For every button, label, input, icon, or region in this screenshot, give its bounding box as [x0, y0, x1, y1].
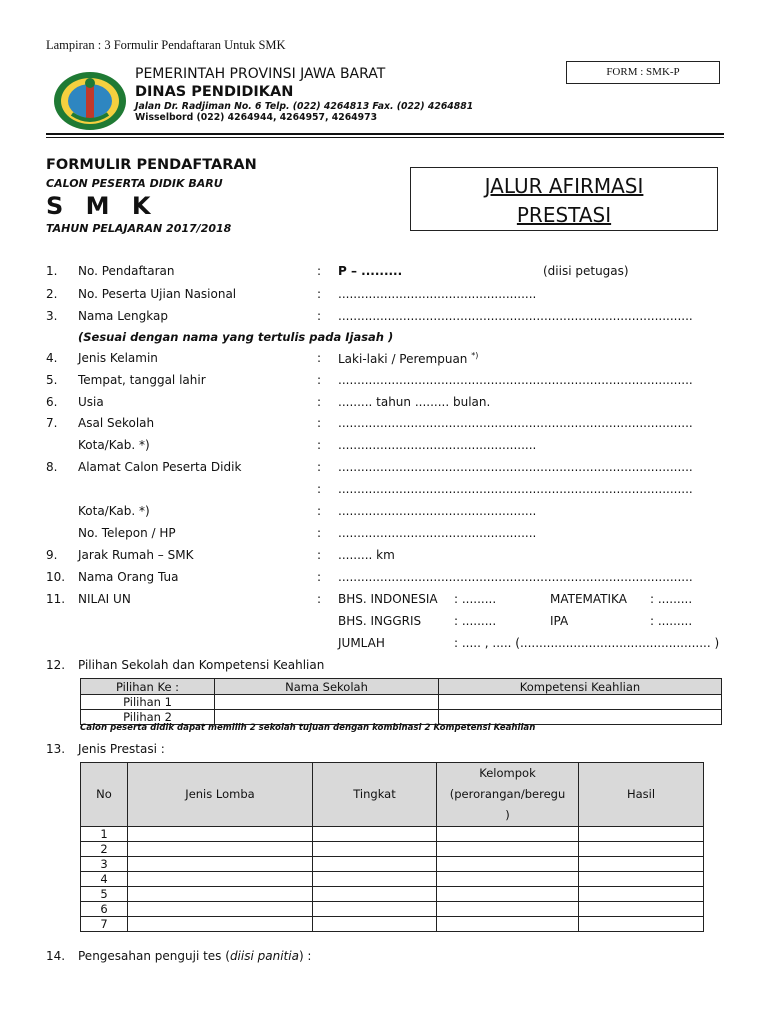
table13-cell[interactable]: [437, 887, 579, 902]
pengesahan-italic: diisi panitia: [229, 949, 299, 963]
address-line-2: Wisselbord (022) 4264944, 4264957, 4264973: [135, 112, 378, 123]
field-jarak-rumah[interactable]: ......... km: [338, 548, 395, 562]
jalur-box: [410, 167, 718, 231]
label-telepon: No. Telepon / HP: [78, 526, 176, 540]
table13-cell[interactable]: [313, 887, 437, 902]
label-ipa: IPA: [550, 614, 569, 628]
label-usia: Usia: [78, 395, 104, 409]
table13-cell[interactable]: [128, 872, 313, 887]
table-row: [81, 857, 704, 872]
label-nama-orang-tua: Nama Orang Tua: [78, 570, 179, 584]
label-jarak-rumah: Jarak Rumah – SMK: [78, 548, 194, 562]
school-type: S M K: [46, 192, 158, 220]
label-alamat: Alamat Calon Peserta Didik: [78, 460, 242, 474]
field-petugas-note: (diisi petugas): [543, 264, 629, 278]
table12-header-kompetensi: Kompetensi Keahlian: [439, 679, 722, 695]
table12-header-nama-sekolah: Nama Sekolah: [215, 679, 439, 695]
field-nama-orang-tua[interactable]: .............................................................................................: [338, 570, 693, 584]
label-kota-kab-sekolah: Kota/Kab. *): [78, 438, 150, 452]
table13-cell[interactable]: [437, 857, 579, 872]
jalur-line-1: JALUR AFIRMASI: [484, 174, 644, 198]
colon: :: [317, 395, 322, 409]
label-pengesahan: [78, 949, 311, 963]
label-nilai-un: NILAI UN: [78, 592, 131, 606]
label-no-pendaftaran: No. Pendaftaran: [78, 264, 175, 278]
pengesahan-text: Pengesahan penguji tes (: [78, 949, 230, 963]
label-bhs-inggris: BHS. INGGRIS: [338, 614, 422, 628]
label-asal-sekolah: Asal Sekolah: [78, 416, 155, 430]
field-ipa[interactable]: : .........: [650, 614, 693, 628]
field-alamat-2[interactable]: .............................................................................................: [338, 482, 693, 496]
field-jumlah[interactable]: : ..... , ..... (.................................................. ): [454, 636, 720, 650]
table12-pilihan-1: Pilihan 1: [81, 695, 215, 710]
table-row: [81, 842, 704, 857]
colon: :: [317, 548, 322, 562]
label-tempat-tanggal-lahir: Tempat, tanggal lahir: [78, 373, 206, 387]
table13-header-no: No: [81, 763, 128, 827]
colon: :: [317, 309, 322, 323]
label-jenis-prestasi: Jenis Prestasi :: [78, 742, 165, 756]
table13-cell[interactable]: [313, 872, 437, 887]
table13-header-hasil: Hasil: [579, 763, 704, 827]
num-6: 6.: [46, 395, 58, 409]
nama-note: (Sesuai dengan nama yang tertulis pada Ijasah ): [78, 330, 394, 344]
kelompok-line-3: ): [505, 808, 510, 822]
field-asal-sekolah[interactable]: .............................................................................................: [338, 416, 693, 430]
province-name: PEMERINTAH PROVINSI JAWA BARAT: [135, 66, 386, 82]
table13-cell[interactable]: [437, 917, 579, 932]
num-7: 7.: [46, 416, 58, 430]
header-rule-thin: [46, 137, 724, 138]
label-bhs-indonesia: BHS. INDONESIA: [338, 592, 438, 606]
footnote-mark: *): [471, 351, 479, 360]
num-2: 2.: [46, 287, 58, 301]
num-4: 4.: [46, 351, 58, 365]
num-1: 1.: [46, 264, 58, 278]
field-no-peserta-un[interactable]: ....................................................: [338, 287, 537, 301]
field-no-pendaftaran-value: P – .........: [338, 264, 403, 278]
form-subtitle: CALON PESERTA DIDIK BARU: [46, 177, 223, 190]
table-row: [81, 872, 704, 887]
table13-cell[interactable]: [579, 917, 704, 932]
office-name: DINAS PENDIDIKAN: [135, 84, 294, 100]
colon: :: [317, 264, 322, 278]
table13-cell[interactable]: [313, 902, 437, 917]
form-title: FORMULIR PENDAFTARAN: [46, 157, 257, 173]
colon: :: [317, 416, 322, 430]
label-matematika: MATEMATIKA: [550, 592, 627, 606]
table12-header-pilihan: Pilihan Ke :: [81, 679, 215, 695]
colon: :: [317, 482, 322, 496]
field-kota-kab-sekolah[interactable]: ....................................................: [338, 438, 537, 452]
num-5: 5.: [46, 373, 58, 387]
lampiran-label: Lampiran : 3 Formulir Pendaftaran Untuk SMK: [46, 38, 286, 52]
kelompok-line-2: (perorangan/beregu: [449, 787, 566, 801]
table13-cell[interactable]: [579, 842, 704, 857]
table13-row-no: 4: [81, 872, 128, 887]
table-row: [81, 917, 704, 932]
colon: :: [317, 592, 322, 606]
field-jenis-kelamin[interactable]: [338, 351, 478, 366]
field-tempat-tanggal-lahir[interactable]: .............................................................................................: [338, 373, 693, 387]
table12-cell-nama-sekolah-1[interactable]: [215, 695, 439, 710]
colon: :: [317, 351, 322, 365]
table13-cell[interactable]: [128, 842, 313, 857]
table13-row-no: 3: [81, 857, 128, 872]
label-nama-lengkap: Nama Lengkap: [78, 309, 168, 323]
num-9: 9.: [46, 548, 58, 562]
num-13: 13.: [46, 742, 66, 756]
table13-cell[interactable]: [437, 872, 579, 887]
field-telepon[interactable]: ....................................................: [338, 526, 537, 540]
field-bhs-inggris[interactable]: : .........: [454, 614, 497, 628]
label-no-peserta-un: No. Peserta Ujian Nasional: [78, 287, 237, 301]
field-no-pendaftaran[interactable]: [338, 264, 402, 278]
num-14: 14.: [46, 949, 66, 963]
label-jumlah: JUMLAH: [338, 636, 385, 650]
kelompok-line-1: Kelompok: [479, 766, 536, 780]
address-line-1: Jalan Dr. Radjiman No. 6 Telp. (022) 4264813 Fax. (022) 4264881: [135, 101, 474, 112]
table13-cell[interactable]: [437, 827, 579, 842]
table13-cell[interactable]: [313, 917, 437, 932]
jalur-line-2: PRESTASI: [516, 203, 612, 227]
num-8: 8.: [46, 460, 58, 474]
table13-row-no: 1: [81, 827, 128, 842]
table12-note: Calon peserta didik dapat memilih 2 sekolah tujuan dengan kombinasi 2 Kompetensi Keahlian: [80, 723, 536, 733]
table13-cell[interactable]: [313, 842, 437, 857]
table13-header-kelompok: [437, 763, 579, 827]
colon: :: [317, 460, 322, 474]
field-bhs-indonesia[interactable]: : .........: [454, 592, 497, 606]
table13-cell[interactable]: [437, 902, 579, 917]
field-kota-kab-alamat[interactable]: ....................................................: [338, 504, 537, 518]
table-row: [81, 902, 704, 917]
colon: :: [317, 287, 322, 301]
table13-row-no: 2: [81, 842, 128, 857]
table12-cell-kompetensi-1[interactable]: [439, 695, 722, 710]
table-row: [81, 827, 704, 842]
field-usia[interactable]: ......... tahun ......... bulan.: [338, 395, 491, 409]
table13-cell[interactable]: [128, 857, 313, 872]
form-code-box: FORM : SMK-P: [566, 61, 720, 84]
pengesahan-end: ) :: [298, 949, 312, 963]
label-pilihan-sekolah: Pilihan Sekolah dan Kompetensi Keahlian: [78, 658, 325, 672]
num-12: 12.: [46, 658, 66, 672]
table13-cell[interactable]: [579, 827, 704, 842]
table13-row-no: 5: [81, 887, 128, 902]
field-nama-lengkap[interactable]: .............................................................................................: [338, 309, 693, 323]
table13-cell[interactable]: [579, 857, 704, 872]
table13-cell[interactable]: [437, 842, 579, 857]
table13-cell[interactable]: [579, 887, 704, 902]
table13-row-no: 6: [81, 902, 128, 917]
field-alamat-1[interactable]: .............................................................................................: [338, 460, 693, 474]
colon: :: [317, 526, 322, 540]
school-choice-table: [80, 678, 722, 725]
academic-year: TAHUN PELAJARAN 2017/2018: [46, 222, 232, 235]
field-matematika[interactable]: : .........: [650, 592, 693, 606]
table13-cell[interactable]: [579, 872, 704, 887]
table13-cell[interactable]: [128, 917, 313, 932]
table13-cell[interactable]: [579, 902, 704, 917]
table-row: [81, 887, 704, 902]
num-11: 11.: [46, 592, 66, 606]
num-3: 3.: [46, 309, 58, 323]
table13-cell[interactable]: [128, 827, 313, 842]
table13-cell[interactable]: [313, 827, 437, 842]
table13-cell[interactable]: [313, 857, 437, 872]
colon: :: [317, 570, 322, 584]
colon: :: [317, 373, 322, 387]
colon: :: [317, 504, 322, 518]
table13-row-no: 7: [81, 917, 128, 932]
num-10: 10.: [46, 570, 66, 584]
label-kota-kab-alamat: Kota/Kab. *): [78, 504, 150, 518]
west-java-emblem-icon: [52, 70, 128, 132]
table13-cell[interactable]: [128, 887, 313, 902]
header-rule: [46, 133, 724, 135]
label-jenis-kelamin: Jenis Kelamin: [78, 351, 158, 365]
table13-header-tingkat: Tingkat: [313, 763, 437, 827]
table13-header-jenis-lomba: Jenis Lomba: [128, 763, 313, 827]
table12-pilihan-2: Pilihan 2: [81, 710, 215, 725]
table13-cell[interactable]: [128, 902, 313, 917]
achievement-table: [80, 762, 704, 932]
table-row: [81, 695, 722, 710]
colon: :: [317, 438, 322, 452]
gender-options: Laki-laki / Perempuan: [338, 352, 468, 366]
